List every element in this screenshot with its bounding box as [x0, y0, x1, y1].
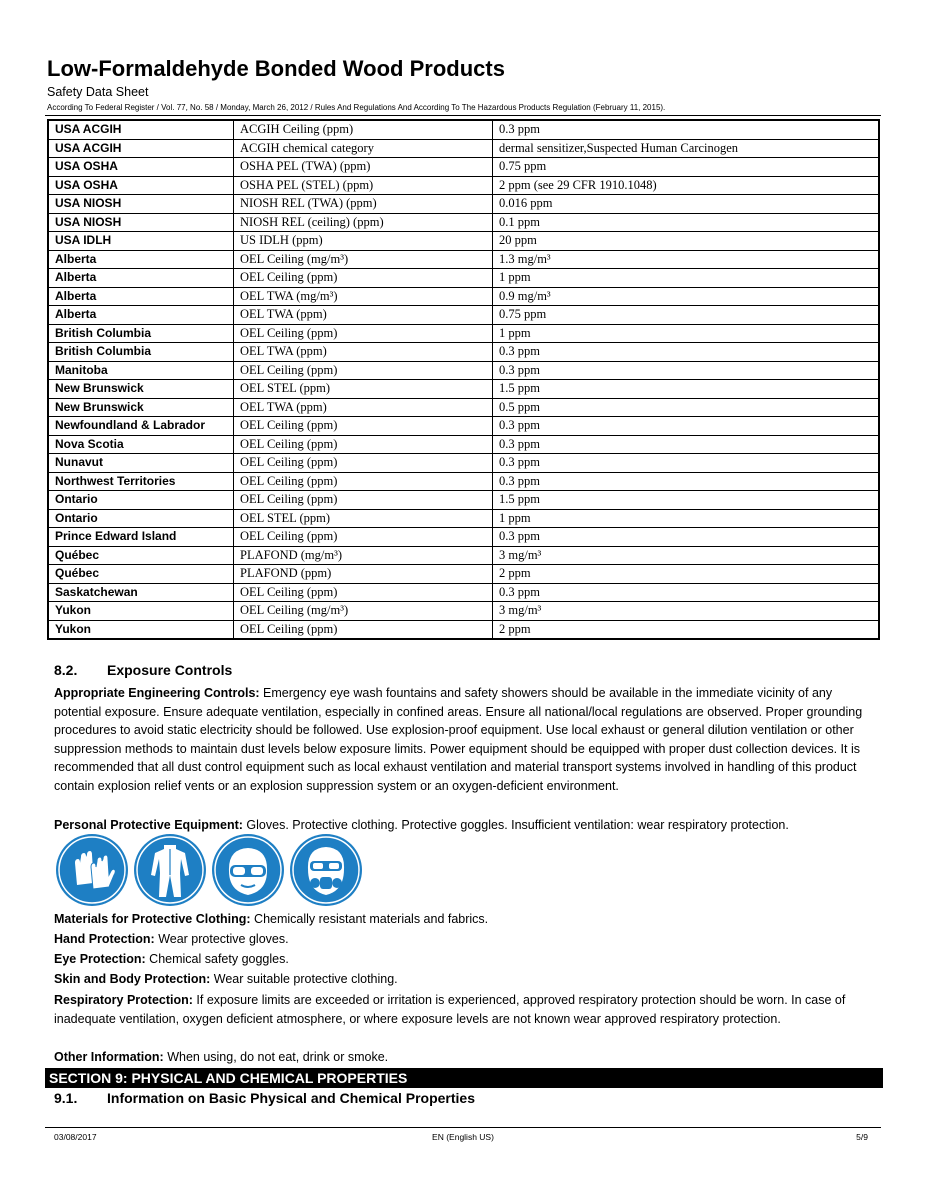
limit-type-cell: OEL TWA (mg/m³): [234, 287, 493, 306]
table-row: [48, 398, 879, 417]
limit-type-cell: OEL Ceiling (ppm): [234, 472, 493, 491]
footer-divider: [45, 1127, 881, 1128]
jurisdiction-cell: British Columbia: [48, 324, 234, 343]
jurisdiction-cell: USA ACGIH: [48, 139, 234, 158]
table-row: [48, 491, 879, 510]
limit-value-cell: 0.016 ppm: [493, 195, 880, 214]
engineering-controls: [54, 684, 880, 795]
jurisdiction-cell: Newfoundland & Labrador: [48, 417, 234, 436]
jurisdiction-cell: Alberta: [48, 269, 234, 288]
limit-value-cell: 20 ppm: [493, 232, 880, 251]
limit-value-cell: 0.3 ppm: [493, 583, 880, 602]
limit-type-cell: OEL Ceiling (ppm): [234, 620, 493, 639]
table-row: [48, 176, 879, 195]
document-subtitle: Safety Data Sheet: [47, 85, 149, 99]
skin-text: Wear suitable protective clothing.: [213, 972, 398, 986]
table-row: [48, 213, 879, 232]
limit-type-cell: OEL Ceiling (ppm): [234, 269, 493, 288]
jurisdiction-cell: Yukon: [48, 602, 234, 621]
limit-value-cell: 3 mg/m³: [493, 602, 880, 621]
limit-value-cell: 0.5 ppm: [493, 398, 880, 417]
limit-type-cell: OSHA PEL (TWA) (ppm): [234, 158, 493, 177]
limit-value-cell: 0.3 ppm: [493, 454, 880, 473]
footer-language: EN (English US): [432, 1132, 494, 1142]
limit-value-cell: 0.3 ppm: [493, 417, 880, 436]
jurisdiction-cell: USA NIOSH: [48, 213, 234, 232]
table-row: [48, 583, 879, 602]
gloves-icon: [55, 833, 129, 907]
limit-value-cell: 0.9 mg/m³: [493, 287, 880, 306]
table-row: [48, 287, 879, 306]
limit-type-cell: PLAFOND (ppm): [234, 565, 493, 584]
limit-type-cell: OEL Ceiling (mg/m³): [234, 250, 493, 269]
limit-value-cell: 2 ppm: [493, 565, 880, 584]
respirator-icon: [289, 833, 363, 907]
jurisdiction-cell: New Brunswick: [48, 398, 234, 417]
table-row: [48, 306, 879, 325]
resp-text: If exposure limits are exceeded or irritation is experienced, approved respiratory protection should be worn. In case of inadequate ventilation, oxygen deficient atmosphere, or where exposure levels are not known wear approved respiratory protection.: [54, 993, 846, 1026]
eye-label: Eye Protection:: [54, 952, 146, 966]
table-row: [48, 417, 879, 436]
jurisdiction-cell: Yukon: [48, 620, 234, 639]
table-row: [48, 120, 879, 139]
limit-type-cell: NIOSH REL (ceiling) (ppm): [234, 213, 493, 232]
limit-type-cell: OSHA PEL (STEL) (ppm): [234, 176, 493, 195]
section-9-1-heading: [54, 1090, 475, 1106]
jurisdiction-cell: New Brunswick: [48, 380, 234, 399]
table-row: [48, 139, 879, 158]
hand-text: Wear protective gloves.: [158, 932, 289, 946]
ppe-label: Personal Protective Equipment:: [54, 818, 243, 832]
section-title: Exposure Controls: [107, 662, 233, 678]
footer-page-number: 5/9: [856, 1132, 868, 1142]
table-row: [48, 546, 879, 565]
table-row: [48, 435, 879, 454]
limit-type-cell: NIOSH REL (TWA) (ppm): [234, 195, 493, 214]
section-number: 8.2.: [54, 662, 78, 678]
limit-value-cell: 0.75 ppm: [493, 306, 880, 325]
limit-type-cell: OEL STEL (ppm): [234, 380, 493, 399]
table-row: [48, 361, 879, 380]
limit-type-cell: OEL TWA (ppm): [234, 398, 493, 417]
header-divider: [45, 115, 881, 116]
skin-label: Skin and Body Protection:: [54, 972, 211, 986]
limit-value-cell: 0.3 ppm: [493, 120, 880, 139]
limit-value-cell: 1.5 ppm: [493, 491, 880, 510]
jurisdiction-cell: Ontario: [48, 491, 234, 510]
limit-type-cell: US IDLH (ppm): [234, 232, 493, 251]
jurisdiction-cell: Alberta: [48, 250, 234, 269]
limit-type-cell: OEL TWA (ppm): [234, 306, 493, 325]
limit-type-cell: OEL Ceiling (ppm): [234, 454, 493, 473]
other-information: [54, 1048, 880, 1067]
limit-value-cell: 0.3 ppm: [493, 435, 880, 454]
limit-value-cell: 0.3 ppm: [493, 528, 880, 547]
limit-type-cell: OEL TWA (ppm): [234, 343, 493, 362]
limit-value-cell: 1.5 ppm: [493, 380, 880, 399]
limit-value-cell: 0.3 ppm: [493, 472, 880, 491]
limit-value-cell: dermal sensitizer,Suspected Human Carcinogen: [493, 139, 880, 158]
other-text: When using, do not eat, drink or smoke.: [167, 1050, 389, 1064]
limit-type-cell: ACGIH Ceiling (ppm): [234, 120, 493, 139]
engineering-label: Appropriate Engineering Controls:: [54, 686, 260, 700]
hand-label: Hand Protection:: [54, 932, 155, 946]
jurisdiction-cell: Northwest Territories: [48, 472, 234, 491]
jurisdiction-cell: Alberta: [48, 287, 234, 306]
limit-type-cell: OEL Ceiling (mg/m³): [234, 602, 493, 621]
document-title: Low-Formaldehyde Bonded Wood Products: [47, 56, 505, 81]
table-row: [48, 250, 879, 269]
table-row: [48, 454, 879, 473]
jurisdiction-cell: Saskatchewan: [48, 583, 234, 602]
limit-type-cell: OEL Ceiling (ppm): [234, 435, 493, 454]
table-row: [48, 380, 879, 399]
jurisdiction-cell: Manitoba: [48, 361, 234, 380]
limit-type-cell: OEL Ceiling (ppm): [234, 528, 493, 547]
table-row: [48, 232, 879, 251]
goggles-icon: [211, 833, 285, 907]
jurisdiction-cell: Alberta: [48, 306, 234, 325]
jurisdiction-cell: Prince Edward Island: [48, 528, 234, 547]
limit-type-cell: OEL STEL (ppm): [234, 509, 493, 528]
jurisdiction-cell: USA ACGIH: [48, 120, 234, 139]
personal-protective-equipment: [54, 816, 880, 835]
table-row: [48, 620, 879, 639]
table-row: [48, 565, 879, 584]
jurisdiction-cell: British Columbia: [48, 343, 234, 362]
jurisdiction-cell: Nova Scotia: [48, 435, 234, 454]
respiratory-protection: [54, 991, 880, 1028]
table-row: [48, 158, 879, 177]
exposure-limits-table: [47, 119, 880, 640]
limit-type-cell: OEL Ceiling (ppm): [234, 361, 493, 380]
section-8-2-heading: [54, 662, 232, 678]
ppe-pictograms: [55, 833, 363, 907]
materials-text: Chemically resistant materials and fabrics.: [254, 912, 489, 926]
limit-value-cell: 1.3 mg/m³: [493, 250, 880, 269]
table-row: [48, 195, 879, 214]
limit-value-cell: 2 ppm: [493, 620, 880, 639]
ppe-text: Gloves. Protective clothing. Protective goggles. Insufficient ventilation: wear respiratory protection.: [246, 818, 789, 832]
limit-value-cell: 1 ppm: [493, 269, 880, 288]
limit-type-cell: ACGIH chemical category: [234, 139, 493, 158]
table-row: [48, 602, 879, 621]
table-row: [48, 343, 879, 362]
limit-value-cell: 0.1 ppm: [493, 213, 880, 232]
eye-protection: [54, 950, 880, 969]
jurisdiction-cell: USA NIOSH: [48, 195, 234, 214]
subsection-title: Information on Basic Physical and Chemical Properties: [107, 1090, 475, 1106]
jurisdiction-cell: Québec: [48, 565, 234, 584]
limit-value-cell: 3 mg/m³: [493, 546, 880, 565]
section-9-bar: SECTION 9: PHYSICAL AND CHEMICAL PROPERTIES: [45, 1068, 883, 1088]
regulation-line: According To Federal Register / Vol. 77, No. 58 / Monday, March 26, 2012 / Rules And Regulations And According To The Hazardous Products Regulation (February 11, 2015).: [47, 103, 666, 112]
jurisdiction-cell: USA OSHA: [48, 176, 234, 195]
other-label: Other Information:: [54, 1050, 164, 1064]
table-row: [48, 528, 879, 547]
jurisdiction-cell: Nunavut: [48, 454, 234, 473]
limit-type-cell: OEL Ceiling (ppm): [234, 417, 493, 436]
jurisdiction-cell: USA IDLH: [48, 232, 234, 251]
limit-value-cell: 0.75 ppm: [493, 158, 880, 177]
jurisdiction-cell: Ontario: [48, 509, 234, 528]
limit-value-cell: 0.3 ppm: [493, 343, 880, 362]
table-row: [48, 324, 879, 343]
eye-text: Chemical safety goggles.: [149, 952, 289, 966]
limit-type-cell: OEL Ceiling (ppm): [234, 491, 493, 510]
subsection-number: 9.1.: [54, 1090, 78, 1106]
limit-type-cell: OEL Ceiling (ppm): [234, 583, 493, 602]
hand-protection: [54, 930, 880, 949]
limit-type-cell: OEL Ceiling (ppm): [234, 324, 493, 343]
limit-value-cell: 2 ppm (see 29 CFR 1910.1048): [493, 176, 880, 195]
skin-body-protection: [54, 970, 880, 989]
jurisdiction-cell: Québec: [48, 546, 234, 565]
limit-type-cell: PLAFOND (mg/m³): [234, 546, 493, 565]
protective-clothing-icon: [133, 833, 207, 907]
materials-protective-clothing: [54, 910, 880, 929]
limit-value-cell: 0.3 ppm: [493, 361, 880, 380]
limit-value-cell: 1 ppm: [493, 509, 880, 528]
jurisdiction-cell: USA OSHA: [48, 158, 234, 177]
footer-date: 03/08/2017: [54, 1132, 97, 1142]
limit-value-cell: 1 ppm: [493, 324, 880, 343]
table-row: [48, 509, 879, 528]
resp-label: Respiratory Protection:: [54, 993, 193, 1007]
table-row: [48, 269, 879, 288]
materials-label: Materials for Protective Clothing:: [54, 912, 251, 926]
engineering-text: Emergency eye wash fountains and safety showers should be available in the immediate vicinity of any potential exposure. Ensure adequate ventilation, especially in confined areas. Ensure all national/local regulations are observed. Proper grounding procedures to avoid static electricity should be followed. Use explosion-proof equipment. Use local exhaust or general dilution ventilation or other suppression methods to maintain dust levels below exposure limits. Power equipment should be equipped with proper dust collection devices. It is recommended that all dust control equipment such as local exhaust ventilation and material transport systems involved in handling of this product contain explosion relief vents or an explosion suppression system or an oxygen-deficient environment.: [54, 686, 863, 793]
table-row: [48, 472, 879, 491]
